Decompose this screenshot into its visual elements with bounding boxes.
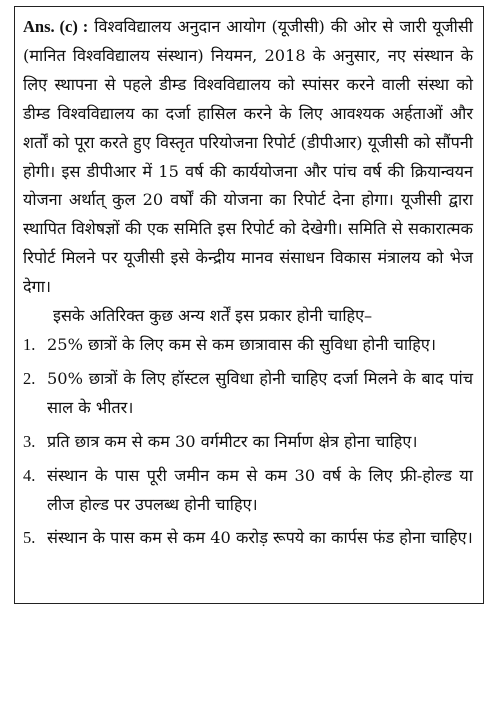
list-item (23, 524, 473, 553)
list-item-text: 25% छात्रों के लिए कम से कम छात्रावास की सुविधा होनी चाहिए। (47, 334, 436, 354)
list-item-number: 2. (23, 368, 36, 388)
list-item-text: संस्थान के पास पूरी जमीन कम से कम 30 वर्ष के लिए फ्री-होल्ड या लीज होल्ड पर उपलब्ध होनी चाहिए। (47, 465, 473, 514)
list-item (23, 462, 473, 520)
list-item-number: 1. (23, 334, 36, 354)
list-item (23, 365, 473, 423)
answer-box (14, 6, 484, 604)
conditions-intro: इसके अतिरिक्त कुछ अन्य शर्तें इस प्रकार होनी चाहिए– (53, 306, 373, 326)
list-item-number: 3. (23, 431, 36, 451)
answer-label: Ans. (c) : (23, 17, 89, 36)
list-item-number: 5. (23, 528, 36, 548)
list-item-number: 4. (23, 465, 36, 485)
list-item (23, 428, 473, 457)
list-item-text: प्रति छात्र कम से कम 30 वर्गमीटर का निर्माण क्षेत्र होना चाहिए। (47, 431, 418, 451)
answer-paragraph (23, 13, 473, 302)
conditions-list (23, 331, 473, 553)
list-item (23, 331, 473, 360)
list-item-text: 50% छात्रों के लिए हॉस्टल सुविधा होनी चाहिए दर्जा मिलने के बाद पांच साल के भीतर। (47, 368, 473, 417)
answer-paragraph-text: विश्वविद्यालय अनुदान आयोग (यूजीसी) की ओर से जारी यूजीसी (मानित विश्वविद्यालय संस्थान) नियमन, 2018 के अनुसार, नए संस्थान के लिए स्थापना से पहले डीम्ड विश्वविद्यालय को स्पांसर करने वाली संस्था को डीम्ड विश्वविद्यालय का दर्जा हासिल करने के लिए आवश्यक अर्हताओं और शर्तों को पूरा करते हुए विस्तृत परियोजना रिपोर्ट (डीपीआर) यूजीसी को सौंपनी होगी। इस डीपीआर में 15 वर्ष की कार्ययोजना और पांच वर्ष की क्रियान्वयन योजना अर्थात् कुल 20 वर्षों की योजना का रिपोर्ट देना होगा। यूजीसी द्वारा स्थापित विशेषज्ञों की एक समिति इस रिपोर्ट को देखेगी। समिति से सकारात्मक रिपोर्ट मिलने पर यूजीसी इसे केन्द्रीय मानव संसाधन विकास मंत्रालय को भेज देगा। (23, 17, 473, 297)
list-item-text: संस्थान के पास कम से कम 40 करोड़ रूपये का कार्पस फंड होना चाहिए। (47, 528, 473, 548)
